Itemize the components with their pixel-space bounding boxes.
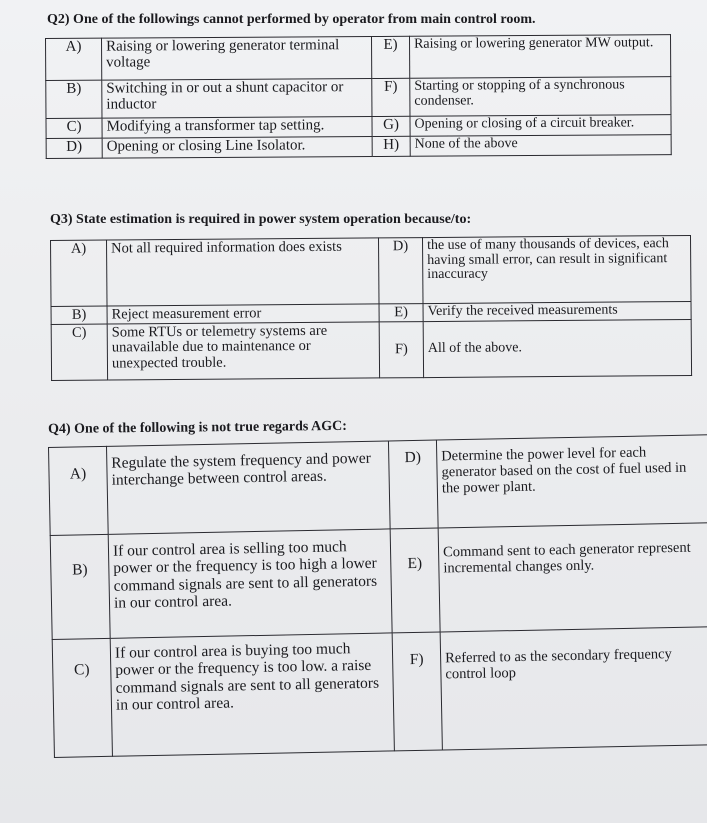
- option-text: Verify the received measurements: [423, 301, 691, 321]
- option-text: Determine the power level for each generator based on the cost of fuel used in the power plant.: [436, 435, 707, 528]
- option-text: Starting or stopping of a synchronous condenser.: [410, 77, 671, 117]
- option-label: C): [46, 118, 102, 138]
- option-text: Opening or closing of a circuit breaker.: [410, 115, 671, 137]
- table-row: [52, 627, 707, 758]
- option-label: E): [379, 304, 423, 323]
- option-text: Modifying a transformer tap setting.: [102, 117, 372, 139]
- option-label: E): [390, 528, 440, 633]
- option-text: All of the above.: [423, 320, 691, 378]
- question-4-title: Q4) One of the following is not true regards AGC:: [48, 418, 347, 437]
- option-text: Regulate the system frequency and power interchange between control areas.: [106, 441, 390, 534]
- table-row: [46, 135, 671, 159]
- question-2-options-table: [45, 34, 672, 159]
- option-label: A): [51, 240, 108, 306]
- option-label: E): [371, 36, 409, 78]
- option-label: C): [52, 638, 112, 757]
- table-row: [46, 35, 671, 81]
- option-text: None of the above: [410, 135, 671, 157]
- option-label: B): [50, 534, 110, 639]
- option-text: Switching in or out a shunt capacitor or inductor: [102, 79, 372, 119]
- option-text: Raising or lowering generator MW output.: [409, 35, 670, 79]
- option-text: Reject measurement error: [107, 304, 379, 324]
- option-text: Command sent to each generator represent incremental changes only.: [438, 523, 707, 632]
- option-label: B): [51, 306, 107, 325]
- option-text: If our control area is selling too much power or the frequency is too high a lower command signals are sent to all generators in our control area.: [108, 529, 392, 638]
- option-label: A): [49, 446, 109, 535]
- option-label: D): [46, 138, 102, 158]
- option-label: F): [372, 78, 410, 116]
- option-label: B): [46, 80, 102, 118]
- option-label: C): [51, 324, 107, 380]
- option-text: Not all required information does exists: [107, 238, 380, 306]
- option-label: G): [372, 116, 410, 136]
- option-text: Opening or closing Line Isolator.: [102, 137, 372, 159]
- option-label: A): [46, 38, 102, 80]
- table-row: [49, 435, 707, 536]
- table-row: [50, 523, 707, 640]
- table-row: [51, 235, 691, 306]
- option-label: D): [378, 238, 423, 304]
- question-4-options-table: [48, 434, 707, 758]
- question-3-title: Q3) State estimation is required in power system operation because/to:: [50, 212, 472, 227]
- table-row: [46, 77, 671, 119]
- option-text: Raising or lowering generator terminal voltage: [102, 37, 372, 81]
- option-label: H): [372, 136, 410, 156]
- option-label: D): [388, 440, 438, 529]
- option-text: Referred to as the secondary frequency control loop: [440, 627, 707, 750]
- question-2-title: Q2) One of the followings cannot performed by operator from main control room.: [47, 12, 536, 27]
- option-text: the use of many thousands of devices, each having small error, can result in significant inaccuracy: [422, 235, 691, 303]
- option-text: If our control area is buying too much power or the frequency is too low. a raise command signals are sent to all generators in our control area.: [110, 633, 394, 756]
- option-label: F): [379, 322, 423, 378]
- option-text: Some RTUs or telemetry systems are unavailable due to maintenance or unexpected trouble.: [107, 322, 379, 380]
- table-row: [51, 320, 691, 381]
- option-label: F): [392, 632, 442, 751]
- question-3-options-table: [50, 235, 692, 381]
